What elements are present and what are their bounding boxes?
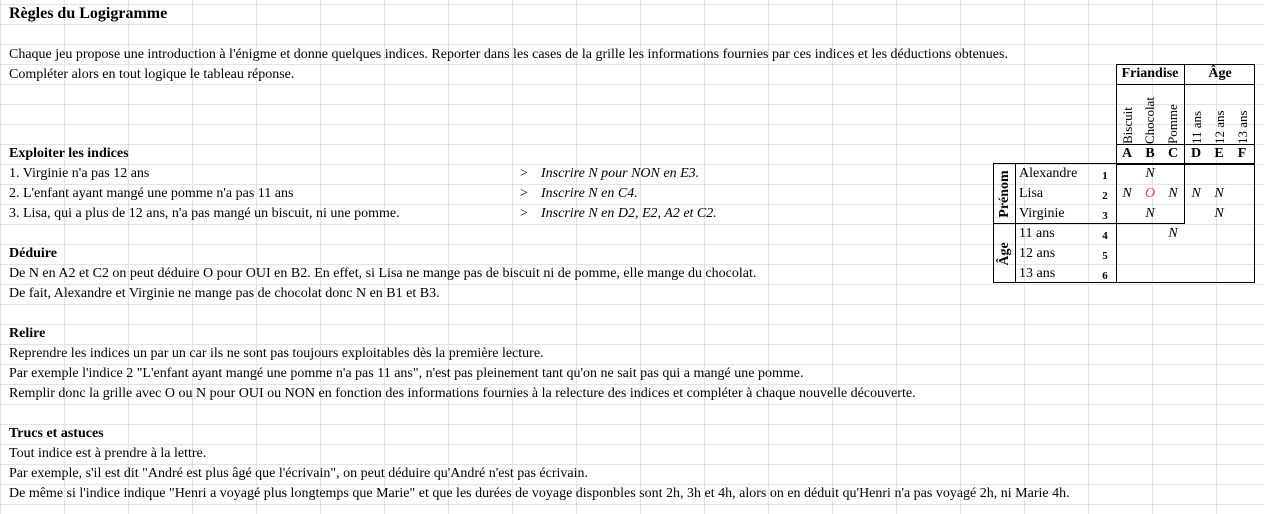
trucs-line-3: De même si l'indice indique "Henri a voyagé plus longtemps que Marie" et que les durées de voyage disponbles sont 2h, 3h et 4h, alors on en déduit qu'Henri n'a pas voyagé 2h, ni Marie 4h. bbox=[9, 486, 1070, 501]
col-12-ans: 12 ans bbox=[1212, 110, 1227, 144]
col-letter-f: F bbox=[1237, 146, 1247, 161]
relire-heading: Relire bbox=[9, 326, 46, 341]
row-label-lisa: Lisa bbox=[1019, 186, 1044, 201]
intro-line-2: Compléter alors en tout logique le tableau réponse. bbox=[9, 67, 295, 82]
relire-line-2: Par exemple l'indice 2 "L'enfant ayant mangé une pomme n'a pas 11 ans", n'est pas pleinement tant qu'on ne sait pas qui a mangé une pomme. bbox=[9, 366, 804, 381]
trucs-line-2: Par exemple, s'il est dit "André est plus âgé que l'écrivain", on peut déduire qu'André n'est pas écrivain. bbox=[9, 466, 589, 481]
row-num-4: 4 bbox=[1102, 230, 1108, 242]
cell-b2[interactable]: O bbox=[1144, 186, 1156, 201]
row-num-2: 2 bbox=[1102, 190, 1108, 202]
indice-2: 2. L'enfant ayant mangé une pomme n'a pas 11 ans bbox=[9, 186, 294, 201]
arrow-3: > bbox=[520, 206, 528, 221]
group-friandise: Friandise bbox=[1121, 66, 1179, 81]
cell-e3[interactable]: N bbox=[1214, 206, 1224, 221]
trucs-line-1: Tout indice est à prendre à la lettre. bbox=[9, 446, 207, 461]
instruction-2: Inscrire N en C4. bbox=[541, 186, 638, 201]
instruction-1: Inscrire N pour NON en E3. bbox=[541, 166, 700, 181]
col-chocolat: Chocolat bbox=[1142, 97, 1157, 144]
row-num-1: 1 bbox=[1102, 170, 1108, 182]
arrow-2: > bbox=[520, 186, 528, 201]
group-prenom: Prénom bbox=[997, 170, 1012, 218]
trucs-heading: Trucs et astuces bbox=[9, 426, 104, 441]
indice-1: 1. Virginie n'a pas 12 ans bbox=[9, 166, 150, 181]
col-13-ans: 13 ans bbox=[1235, 110, 1250, 144]
col-11-ans: 11 ans bbox=[1189, 110, 1204, 144]
cell-c4[interactable]: N bbox=[1168, 226, 1178, 241]
col-letter-d: D bbox=[1190, 146, 1202, 161]
col-letter-e: E bbox=[1214, 146, 1224, 161]
cell-a2[interactable]: N bbox=[1122, 186, 1132, 201]
arrow-1: > bbox=[520, 166, 528, 181]
cell-e2[interactable]: N bbox=[1214, 186, 1224, 201]
row-num-3: 3 bbox=[1102, 210, 1108, 222]
intro-line-1: Chaque jeu propose une introduction à l'énigme et donne quelques indices. Reporter dans les cases de la grille les informations fournies par ces indices et les déductions obtenues. bbox=[9, 47, 1008, 62]
grid-sep-friandise-age bbox=[1184, 64, 1185, 224]
row-label-alexandre: Alexandre bbox=[1019, 166, 1078, 181]
deduire-line-1: De N en A2 et C2 on peut déduire O pour OUI en B2. En effet, si Lisa ne mange pas de biscuit ni de pomme, elle mange du chocolat. bbox=[9, 266, 757, 281]
page-title: Règles du Logigramme bbox=[9, 5, 168, 22]
row-label-12-ans: 12 ans bbox=[1019, 246, 1056, 261]
col-biscuit: Biscuit bbox=[1120, 107, 1135, 144]
col-letter-b: B bbox=[1145, 146, 1155, 161]
row-label-virginie: Virginie bbox=[1019, 206, 1065, 221]
indice-3: 3. Lisa, qui a plus de 12 ans, n'a pas mangé un biscuit, ni une pomme. bbox=[9, 206, 400, 221]
exploit-heading: Exploiter les indices bbox=[9, 146, 129, 161]
row-num-6: 6 bbox=[1102, 270, 1108, 282]
cell-d2[interactable]: N bbox=[1191, 186, 1201, 201]
col-letter-a: A bbox=[1121, 146, 1133, 161]
cell-b1[interactable]: N bbox=[1145, 166, 1155, 181]
relire-line-3: Remplir donc la grille avec O ou N pour OUI ou NON en fonction des informations fournies à la relecture des indices et compléter à chaque nouvelle découverte. bbox=[9, 386, 916, 401]
col-pomme: Pomme bbox=[1165, 104, 1180, 144]
cell-c2[interactable]: N bbox=[1168, 186, 1178, 201]
deduire-heading: Déduire bbox=[9, 246, 57, 261]
deduire-line-2: De fait, Alexandre et Virginie ne mange pas de chocolat donc N en B1 et B3. bbox=[9, 286, 440, 301]
row-num-5: 5 bbox=[1102, 250, 1108, 262]
cell-b3[interactable]: N bbox=[1145, 206, 1155, 221]
row-label-13-ans: 13 ans bbox=[1019, 266, 1056, 281]
col-letter-c: C bbox=[1167, 146, 1179, 161]
row-label-11-ans: 11 ans bbox=[1019, 226, 1055, 241]
relire-line-1: Reprendre les indices un par un car ils ne sont pas toujours exploitables dès la première lecture. bbox=[9, 346, 544, 361]
instruction-3: Inscrire N en D2, E2, A2 et C2. bbox=[541, 206, 717, 221]
group-age: Âge bbox=[1208, 66, 1232, 81]
group-age-rows: Âge bbox=[997, 242, 1012, 266]
